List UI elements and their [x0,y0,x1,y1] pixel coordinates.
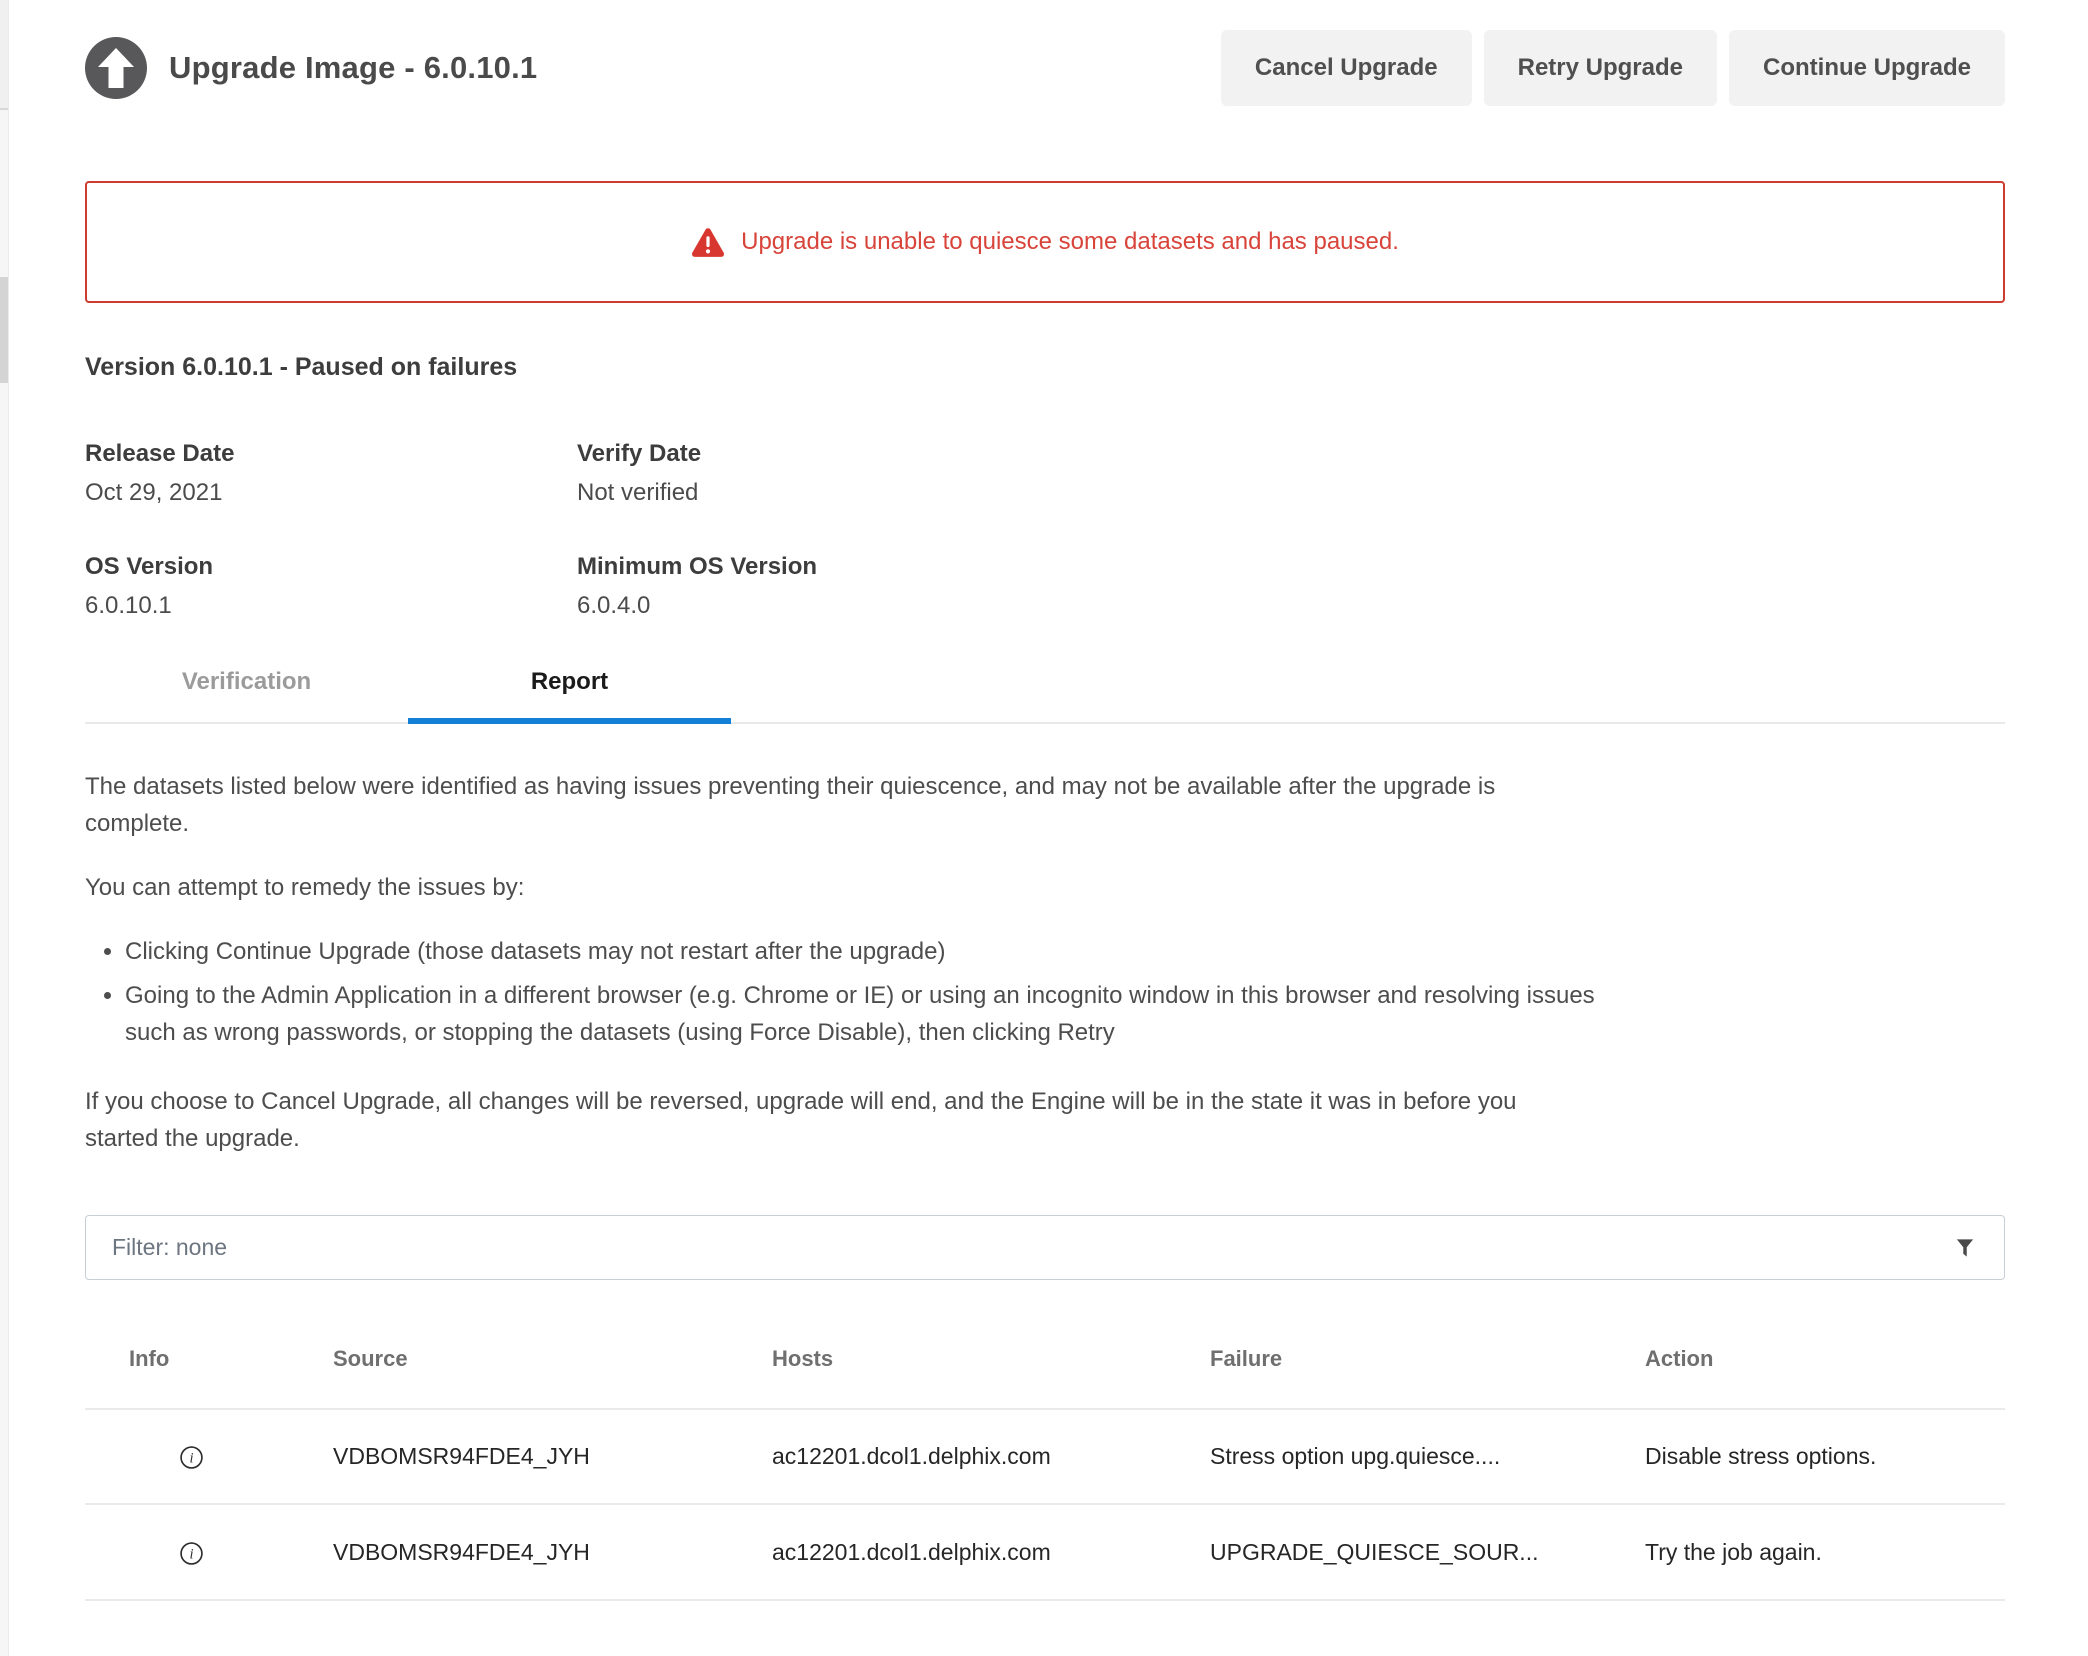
verify-date-value: Not verified [577,479,699,506]
quiesce-paused-alert [85,181,2005,303]
release-date-field [85,440,577,507]
continue-upgrade-button[interactable]: Continue Upgrade [1729,30,2005,106]
action-cell: Disable stress options. [1645,1409,2005,1504]
report-intro-text: The datasets listed below were identified as having issues preventing their quiescence, and may not be available after the upgrade is complete. [85,773,1496,837]
release-date-value: Oct 29, 2021 [85,479,223,506]
table-header-row [85,1320,2005,1409]
svg-text:i: i [189,1451,194,1468]
failure-cell: UPGRADE_QUIESCE_SOUR... [1210,1504,1645,1599]
release-date-label: Release Date [85,440,235,467]
failures-table [85,1320,2005,1601]
source-cell: VDBOMSR94FDE4_JYH [333,1409,772,1504]
table-row [85,1409,2005,1504]
page-header [85,0,2005,106]
source-cell: VDBOMSR94FDE4_JYH [333,1504,772,1599]
left-edge-panel [0,0,9,1656]
column-header-hosts: Hosts [772,1320,1210,1409]
column-header-info: Info [85,1320,333,1409]
column-header-failure: Failure [1210,1320,1645,1409]
os-version-field [85,553,577,620]
filter-bar[interactable] [85,1215,2005,1280]
upgrade-page [85,0,2005,1601]
os-version-value: 6.0.10.1 [85,592,172,619]
left-edge-panel-top [0,0,8,110]
minimum-os-version-value: 6.0.4.0 [577,592,651,619]
failure-cell: Stress option upg.quiesce.... [1210,1409,1645,1504]
remedy-list [85,933,1595,1051]
remedy-heading-text: You can attempt to remedy the issues by: [85,874,525,901]
verify-date-label: Verify Date [577,440,702,467]
retry-upgrade-button[interactable]: Retry Upgrade [1484,30,1717,106]
action-cell: Try the job again. [1645,1504,2005,1599]
remedy-item-continue: • Clicking Continue Upgrade (those datasets may not restart after the upgrade) [125,933,1595,970]
info-icon[interactable] [179,1445,204,1470]
tab-bar [85,668,2005,724]
cancel-note-text: If you choose to Cancel Upgrade, all changes will be reversed, upgrade will end, and the Engine will be in the state it was in before you started the upgrade. [85,1088,1517,1152]
filter-funnel-icon[interactable] [1952,1235,1978,1261]
column-header-source: Source [333,1320,772,1409]
table-row [85,1504,2005,1599]
hosts-cell: ac12201.dcol1.delphix.com [772,1504,1210,1599]
warning-triangle-icon [691,227,725,258]
header-actions [1221,30,2005,106]
minimum-os-version-field [577,553,1277,620]
left-scrollbar-thumb[interactable] [0,277,8,383]
svg-text:i: i [189,1546,194,1563]
version-fields [85,440,2005,620]
minimum-os-version-label: Minimum OS Version [577,553,818,580]
report-body [85,768,1595,1157]
info-icon[interactable] [179,1541,204,1566]
upgrade-arrow-icon [85,37,147,99]
tab-verification[interactable]: Verification [181,668,312,695]
tab-report[interactable]: Report [408,668,731,722]
filter-label: Filter: none [112,1234,228,1260]
cancel-upgrade-button[interactable]: Cancel Upgrade [1221,30,1472,106]
column-header-action: Action [1645,1320,2005,1409]
os-version-label: OS Version [85,553,214,580]
remedy-item-admin-app: • Going to the Admin Application in a different browser (e.g. Chrome or IE) or using an incognito window in this browser and resolving issues such as wrong passwords, or stopping the datasets (using Force Disable), then clicking Retry [125,977,1595,1051]
page-title: Upgrade Image - 6.0.10.1 [169,50,538,85]
alert-message: Upgrade is unable to quiesce some datasets and has paused. [741,228,1399,255]
version-status-heading: Version 6.0.10.1 - Paused on failures [85,353,518,381]
verify-date-field [577,440,1277,507]
hosts-cell: ac12201.dcol1.delphix.com [772,1409,1210,1504]
